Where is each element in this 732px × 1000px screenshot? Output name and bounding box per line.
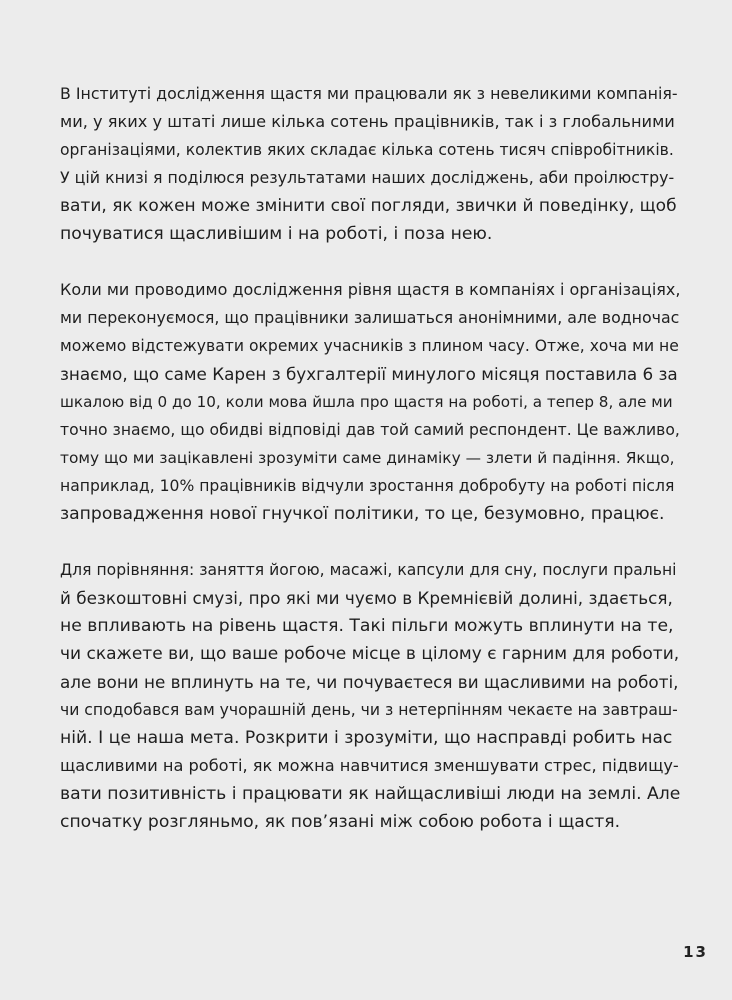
text-line: У цій книзі я поділюся результатами наших досліджень, аби проілюстру-	[60, 168, 675, 187]
text-line: організаціями, колектив яких складає кілька сотень тисяч співробітників.	[60, 141, 674, 159]
text-line: шкалою від 0 до 10, коли мова йшла про щастя на роботі, а тепер 8, але ми	[60, 393, 673, 411]
text-line: Для порівняння: заняття йогою, масажі, капсули для сну, послуги пральні	[60, 561, 677, 579]
body-text	[60, 80, 680, 864]
paragraph-3	[60, 556, 680, 836]
text-line: ми переконуємося, що працівники залишаться анонімними, але водночас	[60, 308, 680, 327]
text-line: почуватися щасливішим і на роботі, і поза нею.	[60, 224, 493, 244]
text-line: спочатку розгляньмо, як пов’язані між собою робота і щастя.	[60, 812, 621, 832]
text-line: В Інституті дослідження щастя ми працювали як з невеликими компанія-	[60, 84, 678, 103]
text-line: вати, як кожен може змінити свої погляди, звички й поведінку, щоб	[60, 196, 677, 216]
paragraph-2	[60, 276, 680, 528]
text-line: тому що ми зацікавлені зрозуміти саме динаміку — злети й падіння. Якщо,	[60, 449, 675, 467]
text-line: точно знаємо, що обидві відповіді дав той самий респондент. Це важливо,	[60, 421, 680, 439]
text-line: чи сподобався вам учорашній день, чи з нетерпінням чекаєте на завтраш-	[60, 701, 678, 719]
text-line: можемо відстежувати окремих учасників з плином часу. Отже, хоча ми не	[60, 337, 679, 355]
text-line: Коли ми проводимо дослідження рівня щастя в компаніях і організаціях,	[60, 280, 681, 299]
text-line: наприклад, 10% працівників відчули зростання добробуту на роботі після	[60, 477, 675, 495]
text-line: не впливають на рівень щастя. Такі пільги можуть вплинути на те,	[60, 616, 674, 636]
page-number: 13	[683, 943, 708, 961]
text-line: чи скажете ви, що ваше робоче місце в цілому є гарним для роботи,	[60, 644, 680, 664]
text-line: й безкоштовні смузі, про які ми чуємо в Кремнієвій долині, здається,	[60, 588, 673, 608]
text-line: щасливими на роботі, як можна навчитися зменшувати стрес, підвищу-	[60, 756, 679, 775]
text-line: ми, у яких у штаті лише кілька сотень працівників, так і з глобальними	[60, 112, 675, 131]
text-line: вати позитивність і працювати як найщасливіші люди на землі. Але	[60, 784, 681, 804]
paragraph-1	[60, 80, 680, 248]
text-line: але вони не вплинуть на те, чи почуваєтеся ви щасливими на роботі,	[60, 672, 679, 692]
text-line: запровадження нової гнучкої політики, то це, безумовно, працює.	[60, 504, 665, 524]
text-line: ній. І це наша мета. Розкрити і зрозуміти, що насправді робить нас	[60, 728, 673, 748]
text-line: знаємо, що саме Карен з бухгалтерії минулого місяця поставила 6 за	[60, 364, 678, 384]
